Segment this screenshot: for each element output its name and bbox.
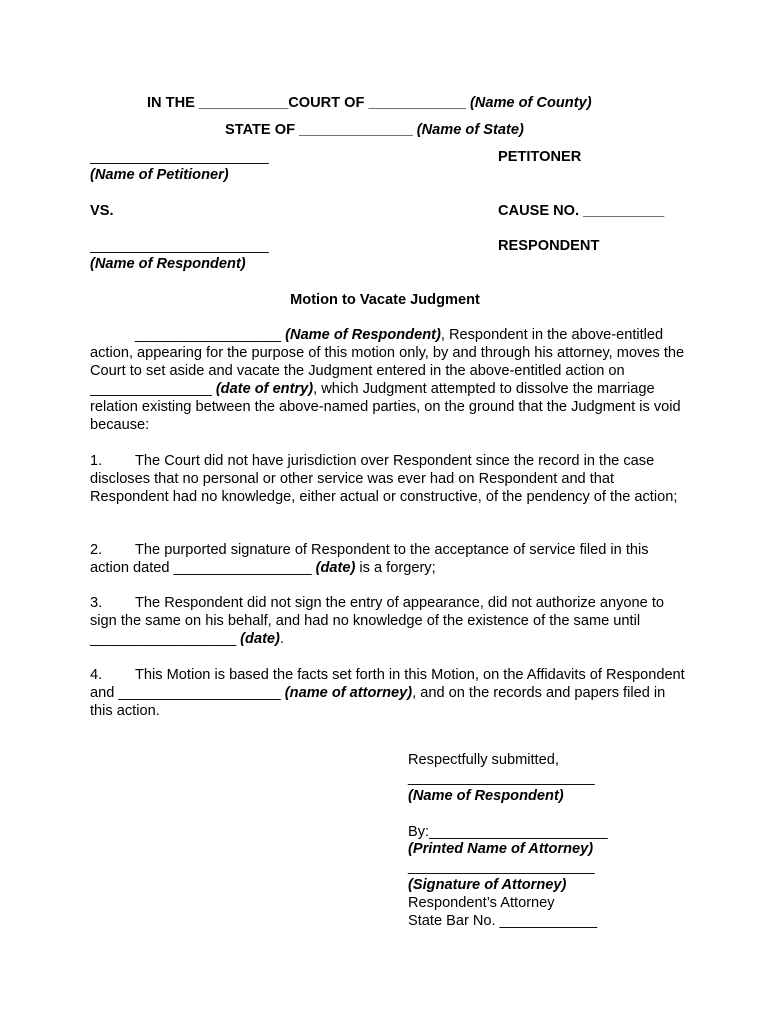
ground-item-3 bbox=[90, 594, 690, 648]
attorney-signature-line: _______________________ bbox=[408, 859, 595, 875]
item-3-number: 3. bbox=[90, 595, 103, 611]
in-the-label: IN THE bbox=[147, 95, 195, 111]
county-blank: ____________ bbox=[368, 95, 466, 111]
intro-name-of-respondent-hint: (Name of Respondent) bbox=[285, 327, 441, 343]
name-of-attorney-hint: (name of attorney) bbox=[284, 685, 413, 701]
state-of-label: STATE OF bbox=[225, 122, 295, 138]
versus-label: VS. bbox=[90, 203, 114, 219]
court-of-label: COURT OF bbox=[288, 95, 365, 111]
name-of-county-hint: (Name of County) bbox=[469, 95, 592, 111]
item-4-text-part2: , and on the records and papers filed in this action. bbox=[90, 685, 666, 719]
item-4-text-part1: This Motion is based the facts set forth in this Motion, on the Affidavits of Respondent and bbox=[90, 667, 685, 701]
signature-of-attorney-hint: (Signature of Attorney) bbox=[408, 877, 567, 893]
intro-respondent-blank: __________________ bbox=[135, 327, 282, 343]
court-blank: ___________ bbox=[198, 95, 289, 111]
name-of-respondent-hint: (Name of Respondent) bbox=[90, 256, 246, 272]
item-4-attorney-blank: ____________________ bbox=[118, 685, 281, 701]
printed-name-of-attorney-hint: (Printed Name of Attorney) bbox=[408, 841, 594, 857]
petitioner-label: PETITONER bbox=[498, 149, 582, 165]
respondents-attorney-label: Respondent’s Attorney bbox=[408, 895, 555, 911]
ground-item-2 bbox=[90, 541, 690, 577]
intro-date-blank: _______________ bbox=[90, 381, 212, 397]
state-header-line bbox=[225, 121, 524, 139]
respondent-name-line: ______________________ bbox=[90, 238, 269, 254]
ground-item-1 bbox=[90, 452, 690, 506]
name-of-state-hint: (Name of State) bbox=[416, 122, 524, 138]
item-3-text-part2: . bbox=[279, 631, 284, 647]
signature-name-of-respondent-hint: (Name of Respondent) bbox=[408, 788, 564, 804]
name-of-petitioner-hint: (Name of Petitioner) bbox=[90, 167, 229, 183]
item-2-date-blank: _________________ bbox=[173, 560, 312, 576]
respectfully-submitted: Respectfully submitted, bbox=[408, 752, 559, 768]
item-4-number: 4. bbox=[90, 667, 103, 683]
cause-number-field: CAUSE NO. __________ bbox=[498, 203, 665, 219]
item-2-text-part1: The purported signature of Respondent to the acceptance of service filed in this action dated bbox=[90, 542, 649, 576]
respondent-signature-line: _______________________ bbox=[408, 770, 595, 786]
item-2-date-hint: (date) bbox=[315, 560, 356, 576]
state-blank: ______________ bbox=[299, 122, 413, 138]
item-3-text-part1: The Respondent did not sign the entry of appearance, did not authorize anyone to sign the same on his behalf, and had no knowledge of the existence of the same until bbox=[90, 595, 664, 629]
intro-paragraph bbox=[90, 326, 690, 434]
state-bar-number-field: State Bar No. ____________ bbox=[408, 913, 598, 929]
ground-item-4 bbox=[90, 666, 690, 720]
document-title: Motion to Vacate Judgment bbox=[290, 292, 480, 308]
petitioner-name-line: ______________________ bbox=[90, 149, 269, 165]
court-header-line bbox=[147, 94, 592, 112]
item-2-text-part2: is a forgery; bbox=[355, 560, 436, 576]
date-of-entry-hint: (date of entry) bbox=[215, 381, 314, 397]
by-attorney-line: By:______________________ bbox=[408, 824, 608, 840]
item-1-text: The Court did not have jurisdiction over Respondent since the record in the case discloses that no personal or other service was ever had on Respondent and that Respondent had no knowledge, either actual or constructive, of the pendency of the action; bbox=[90, 453, 678, 505]
intro-text-part2: , which Judgment attempted to dissolve the marriage relation existing between the above-named parties, on the ground that the Judgment is void because: bbox=[90, 381, 681, 433]
respondent-label: RESPONDENT bbox=[498, 238, 600, 254]
item-3-date-hint: (date) bbox=[240, 631, 280, 647]
item-2-number: 2. bbox=[90, 542, 103, 558]
item-1-number: 1. bbox=[90, 453, 103, 469]
intro-text-part1: , Respondent in the above-entitled action, appearing for the purpose of this motion only, by and through his attorney, moves the Court to set aside and vacate the Judgment entered in the above-entitled action on bbox=[90, 327, 685, 379]
item-3-date-blank: __________________ bbox=[90, 631, 237, 647]
